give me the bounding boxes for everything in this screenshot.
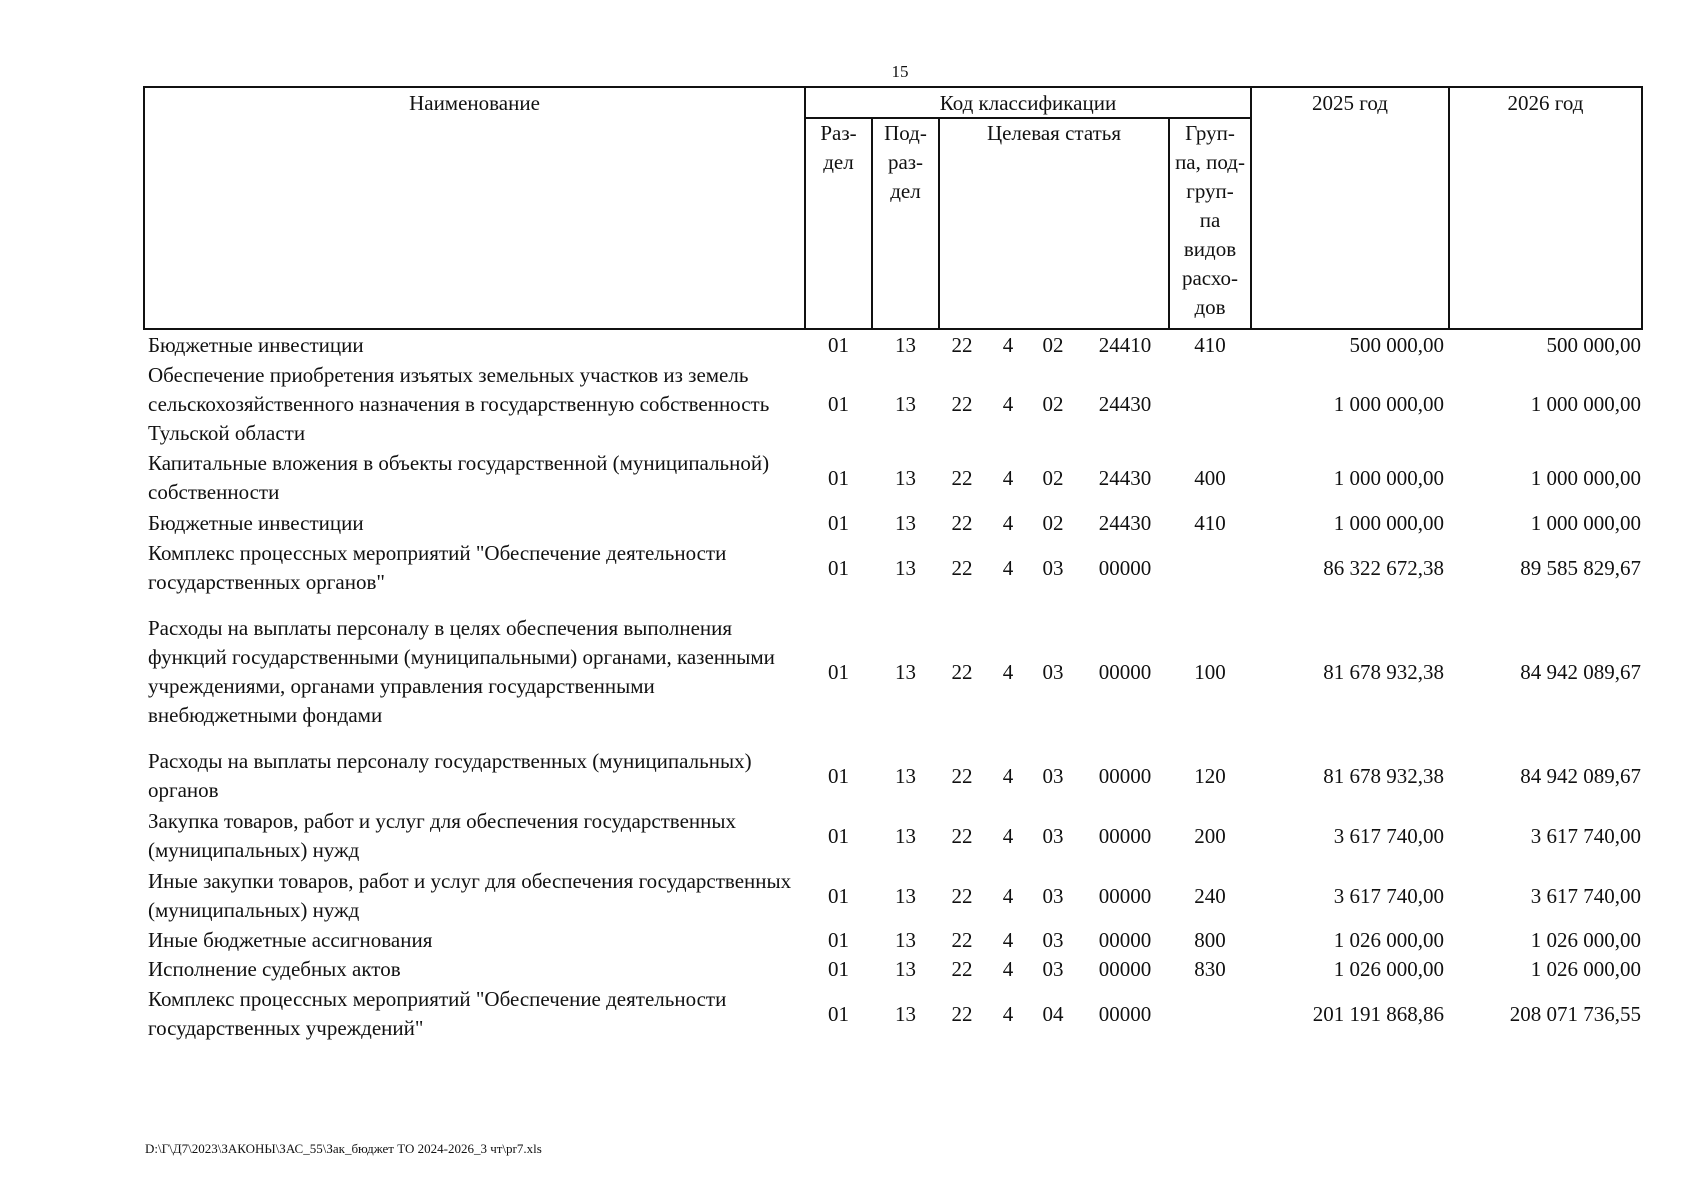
cell-target-4: 24410 — [1098, 333, 1152, 357]
cell-razdel: 01 — [828, 511, 849, 535]
cell-podrazdel: 13 — [895, 659, 916, 684]
cell-razdel: 01 — [828, 883, 849, 908]
cell-amount-2025: 1 026 000,00 — [1333, 957, 1444, 981]
cell-amount-2026: 89 585 829,67 — [1520, 555, 1641, 580]
cell-target-4: 00000 — [1098, 883, 1152, 908]
footer-file-path: D:\Г\Д7\2023\ЗАКОНЫ\ЗАС_55\Зак_бюджет ТО 2024-2026_3 чт\pr7.xls — [145, 1141, 542, 1156]
cell-amount-2025: 201 191 868,86 — [1312, 1001, 1444, 1026]
cell-podrazdel: 13 — [895, 928, 916, 952]
cell-amount-2026: 84 942 089,67 — [1520, 763, 1641, 788]
table-row — [0, 539, 1697, 597]
cell-target-1: 22 — [951, 883, 973, 908]
cell-target-2: 4 — [1002, 555, 1014, 580]
cell-razdel: 01 — [828, 333, 849, 357]
cell-name: Комплекс процессных мероприятий "Обеспечение деятельности государственных учреждений" — [148, 987, 727, 1040]
cell-amount-2025: 1 000 000,00 — [1333, 511, 1444, 535]
cell-target-2: 4 — [1002, 763, 1014, 788]
cell-target-3: 03 — [1042, 763, 1064, 788]
cell-razdel: 01 — [828, 823, 849, 848]
cell-target-4: 00000 — [1098, 763, 1152, 788]
cell-podrazdel: 13 — [895, 883, 916, 908]
cell-group: 120 — [1194, 763, 1226, 788]
cell-podrazdel: 13 — [895, 1001, 916, 1026]
table-row — [0, 614, 1697, 730]
cell-target-1: 22 — [951, 333, 973, 357]
cell-name: Бюджетные инвестиции — [148, 333, 364, 357]
table-row — [0, 331, 1697, 360]
cell-target-2: 4 — [1002, 659, 1014, 684]
cell-target-2: 4 — [1002, 957, 1014, 981]
cell-target-4: 00000 — [1098, 823, 1152, 848]
header-podrazdel: Под- раз- дел — [884, 121, 927, 203]
cell-target-2: 4 — [1002, 1001, 1014, 1026]
cell-target-1: 22 — [951, 763, 973, 788]
cell-group: 240 — [1194, 883, 1226, 908]
cell-podrazdel: 13 — [895, 555, 916, 580]
cell-razdel: 01 — [828, 957, 849, 981]
cell-target-3: 03 — [1042, 823, 1064, 848]
cell-target-4: 24430 — [1098, 465, 1152, 490]
cell-target-3: 03 — [1042, 659, 1064, 684]
cell-name: Расходы на выплаты персоналу в целях обеспечения выполнения функций государственными (муниципальными) органами, казенными учреждениями, органами управления государственными внебюджетными фондами — [148, 616, 775, 727]
cell-amount-2025: 1 000 000,00 — [1333, 392, 1444, 416]
cell-name: Исполнение судебных актов — [148, 957, 401, 981]
cell-name: Комплекс процессных мероприятий "Обеспечение деятельности государственных органов" — [148, 541, 727, 594]
cell-name: Бюджетные инвестиции — [148, 511, 364, 535]
header-group: Груп- па, под- груп- па видов расхо- дов — [1175, 121, 1245, 319]
cell-amount-2026: 208 071 736,55 — [1509, 1001, 1641, 1026]
cell-target-3: 03 — [1042, 957, 1064, 981]
cell-target-4: 00000 — [1098, 555, 1152, 580]
cell-target-4: 24430 — [1098, 511, 1152, 535]
table-row — [0, 867, 1697, 925]
cell-name: Обеспечение приобретения изъятых земельных участков из земель сельскохозяйственного назначения в государственную собственность Тульской области — [148, 363, 770, 445]
header-year-2025: 2025 год — [1312, 91, 1388, 115]
header-razdel: Раз- дел — [820, 121, 857, 174]
cell-amount-2025: 500 000,00 — [1349, 333, 1444, 357]
cell-target-1: 22 — [951, 555, 973, 580]
cell-target-3: 02 — [1042, 465, 1064, 490]
cell-name: Расходы на выплаты персоналу государственных (муниципальных) органов — [148, 749, 752, 802]
cell-target-3: 03 — [1042, 928, 1064, 952]
cell-razdel: 01 — [828, 659, 849, 684]
cell-target-1: 22 — [951, 392, 973, 416]
cell-podrazdel: 13 — [895, 392, 916, 416]
cell-razdel: 01 — [828, 928, 849, 952]
cell-target-1: 22 — [951, 928, 973, 952]
cell-amount-2026: 1 026 000,00 — [1530, 928, 1641, 952]
cell-amount-2026: 84 942 089,67 — [1520, 659, 1641, 684]
table-row — [0, 955, 1697, 984]
cell-target-2: 4 — [1002, 465, 1014, 490]
cell-razdel: 01 — [828, 392, 849, 416]
cell-target-1: 22 — [951, 465, 973, 490]
cell-group: 410 — [1194, 511, 1226, 535]
table-row — [0, 807, 1697, 865]
cell-podrazdel: 13 — [895, 465, 916, 490]
cell-razdel: 01 — [828, 763, 849, 788]
cell-target-3: 04 — [1042, 1001, 1064, 1026]
cell-target-3: 02 — [1042, 333, 1064, 357]
cell-name: Иные бюджетные ассигнования — [148, 928, 433, 952]
cell-podrazdel: 13 — [895, 763, 916, 788]
cell-podrazdel: 13 — [895, 333, 916, 357]
header-vline-2025 — [1448, 86, 1450, 330]
cell-group: 800 — [1194, 928, 1226, 952]
cell-target-3: 02 — [1042, 392, 1064, 416]
cell-group: 200 — [1194, 823, 1226, 848]
cell-group: 830 — [1194, 957, 1226, 981]
page-number: 15 — [891, 62, 909, 81]
cell-target-4: 00000 — [1098, 928, 1152, 952]
cell-target-4: 00000 — [1098, 659, 1152, 684]
cell-podrazdel: 13 — [895, 823, 916, 848]
cell-target-2: 4 — [1002, 823, 1014, 848]
cell-target-1: 22 — [951, 957, 973, 981]
cell-target-2: 4 — [1002, 392, 1014, 416]
cell-amount-2025: 1 000 000,00 — [1333, 465, 1444, 490]
cell-amount-2026: 1 000 000,00 — [1530, 392, 1641, 416]
cell-target-3: 03 — [1042, 555, 1064, 580]
cell-group: 100 — [1194, 659, 1226, 684]
cell-amount-2025: 3 617 740,00 — [1333, 823, 1444, 848]
cell-target-4: 24430 — [1098, 392, 1152, 416]
cell-target-4: 00000 — [1098, 957, 1152, 981]
cell-target-2: 4 — [1002, 333, 1014, 357]
cell-podrazdel: 13 — [895, 957, 916, 981]
cell-name: Иные закупки товаров, работ и услуг для обеспечения государственных (муниципальных) нужд — [148, 869, 792, 922]
cell-target-1: 22 — [951, 511, 973, 535]
cell-podrazdel: 13 — [895, 511, 916, 535]
cell-amount-2026: 500 000,00 — [1546, 333, 1641, 357]
cell-target-1: 22 — [951, 659, 973, 684]
table-row — [0, 985, 1697, 1043]
cell-amount-2026: 3 617 740,00 — [1530, 823, 1641, 848]
cell-amount-2026: 1 000 000,00 — [1530, 511, 1641, 535]
cell-name: Капитальные вложения в объекты государственной (муниципальной) собственности — [148, 451, 770, 504]
cell-amount-2025: 81 678 932,38 — [1323, 763, 1444, 788]
cell-target-3: 02 — [1042, 511, 1064, 535]
table-row — [0, 361, 1697, 448]
cell-target-2: 4 — [1002, 511, 1014, 535]
cell-target-4: 00000 — [1098, 1001, 1152, 1026]
cell-razdel: 01 — [828, 1001, 849, 1026]
cell-amount-2025: 1 026 000,00 — [1333, 928, 1444, 952]
table-row — [0, 509, 1697, 538]
cell-target-2: 4 — [1002, 928, 1014, 952]
cell-amount-2026: 1 000 000,00 — [1530, 465, 1641, 490]
cell-razdel: 01 — [828, 555, 849, 580]
cell-target-3: 03 — [1042, 883, 1064, 908]
cell-target-1: 22 — [951, 1001, 973, 1026]
cell-name: Закупка товаров, работ и услуг для обеспечения государственных (муниципальных) нужд — [148, 809, 737, 862]
table-row — [0, 926, 1697, 955]
header-year-2026: 2026 год — [1507, 91, 1584, 115]
cell-amount-2025: 3 617 740,00 — [1333, 883, 1444, 908]
table-row — [0, 449, 1697, 507]
cell-group: 410 — [1194, 333, 1226, 357]
table-row — [0, 747, 1697, 805]
header-target-article: Целевая статья — [986, 121, 1122, 145]
cell-amount-2026: 1 026 000,00 — [1530, 957, 1641, 981]
cell-target-2: 4 — [1002, 883, 1014, 908]
cell-razdel: 01 — [828, 465, 849, 490]
header-vline-podrazdel — [938, 117, 940, 330]
header-code-classification: Код классификации — [939, 91, 1117, 115]
cell-amount-2026: 3 617 740,00 — [1530, 883, 1641, 908]
header-vline-group — [1250, 86, 1252, 330]
cell-target-1: 22 — [951, 823, 973, 848]
cell-amount-2025: 81 678 932,38 — [1323, 659, 1444, 684]
header-name: Наименование — [409, 91, 540, 115]
cell-amount-2025: 86 322 672,38 — [1323, 555, 1444, 580]
cell-group: 400 — [1194, 465, 1226, 490]
